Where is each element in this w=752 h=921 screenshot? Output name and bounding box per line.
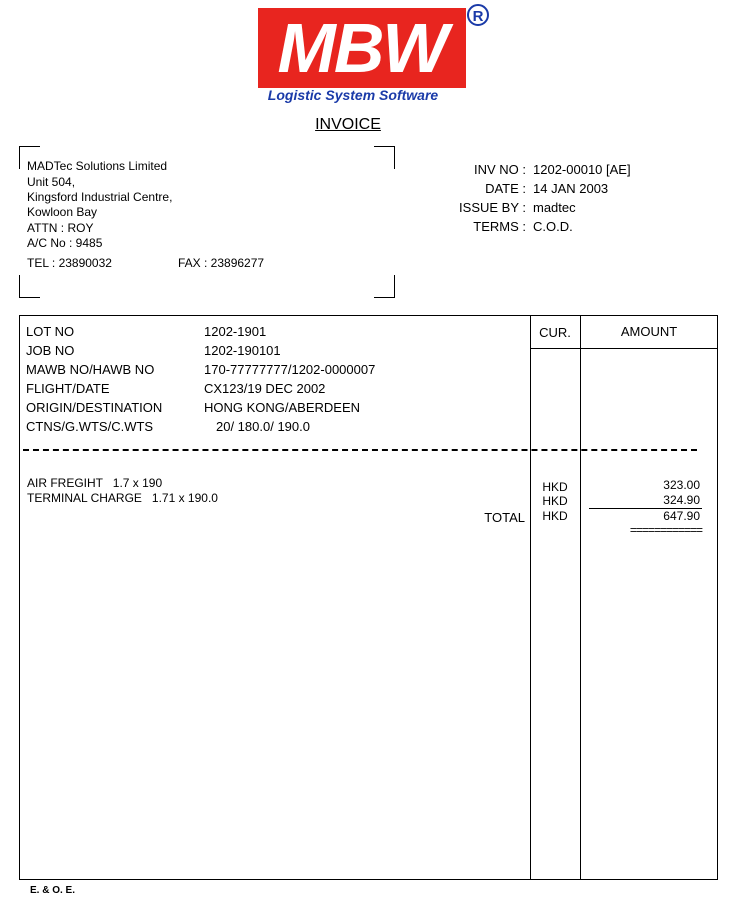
address-line-2: Kingsford Industrial Centre, bbox=[27, 190, 173, 204]
meta-label-terms: TERMS : bbox=[473, 219, 526, 234]
logo-tagline: Logistic System Software bbox=[267, 87, 439, 103]
meta-value-date: 14 JAN 2003 bbox=[533, 181, 609, 196]
value-mawb-hawb: 170-77777777/1202-0000007 bbox=[204, 362, 376, 377]
total-currency: HKD bbox=[542, 509, 568, 523]
column-divider-amount bbox=[580, 315, 581, 880]
label-ctns-weights: CTNS/G.WTS/C.WTS bbox=[26, 419, 154, 434]
address-line-3: Kowloon Bay bbox=[27, 205, 98, 219]
attention-line: ATTN : ROY bbox=[27, 221, 94, 235]
charge-description: TERMINAL CHARGE 1.71 x 190.0 bbox=[27, 491, 218, 505]
address-corner-bottom-left bbox=[19, 275, 40, 298]
meta-value-inv-no: 1202-00010 [AE] bbox=[533, 162, 631, 177]
meta-value-issue-by: madtec bbox=[533, 200, 576, 215]
header-rule bbox=[530, 348, 718, 349]
charge-currency: HKD bbox=[542, 480, 568, 494]
total-double-underline: ============ bbox=[629, 523, 702, 537]
header-currency: CUR. bbox=[539, 325, 571, 340]
footer-note: E. & O. E. bbox=[30, 885, 76, 896]
value-ctns-weights: 20/ 180.0/ 190.0 bbox=[216, 419, 310, 434]
total-label: TOTAL bbox=[484, 510, 525, 525]
telephone: TEL : 23890032 bbox=[27, 256, 112, 270]
address-corner-bottom-right bbox=[374, 275, 395, 298]
value-flight-date: CX123/19 DEC 2002 bbox=[204, 381, 326, 396]
label-origin-destination: ORIGIN/DESTINATION bbox=[26, 400, 163, 415]
document-title: INVOICE bbox=[315, 116, 381, 133]
brand-logo: MBW bbox=[277, 9, 447, 87]
meta-label-date: DATE : bbox=[485, 181, 526, 196]
address-corner-top-right bbox=[374, 146, 395, 169]
customer-name: MADTec Solutions Limited bbox=[27, 159, 168, 173]
header-amount: AMOUNT bbox=[620, 324, 678, 339]
charge-amount: 323.00 bbox=[663, 478, 700, 492]
total-amount: 647.90 bbox=[663, 509, 700, 523]
meta-label-inv-no: INV NO : bbox=[473, 162, 526, 177]
charge-description: AIR FREGIHT 1.7 x 190 bbox=[27, 476, 163, 490]
label-flight-date: FLIGHT/DATE bbox=[26, 381, 110, 396]
label-job-no: JOB NO bbox=[26, 343, 75, 358]
value-origin-destination: HONG KONG/ABERDEEN bbox=[204, 400, 361, 415]
account-number: A/C No : 9485 bbox=[27, 236, 103, 250]
column-divider-currency bbox=[530, 315, 531, 880]
meta-label-issue-by: ISSUE BY : bbox=[459, 200, 526, 215]
charge-amount: 324.90 bbox=[663, 493, 700, 507]
registered-mark-icon: R bbox=[467, 4, 489, 26]
value-job-no: 1202-190101 bbox=[204, 343, 281, 358]
label-mawb-hawb: MAWB NO/HAWB NO bbox=[26, 362, 155, 377]
meta-value-terms: C.O.D. bbox=[533, 219, 573, 234]
separator-dashed bbox=[23, 449, 697, 451]
value-lot-no: 1202-1901 bbox=[204, 324, 267, 339]
charge-currency: HKD bbox=[542, 494, 568, 508]
fax: FAX : 23896277 bbox=[178, 256, 265, 270]
address-line-1: Unit 504, bbox=[27, 175, 76, 189]
label-lot-no: LOT NO bbox=[26, 324, 75, 339]
